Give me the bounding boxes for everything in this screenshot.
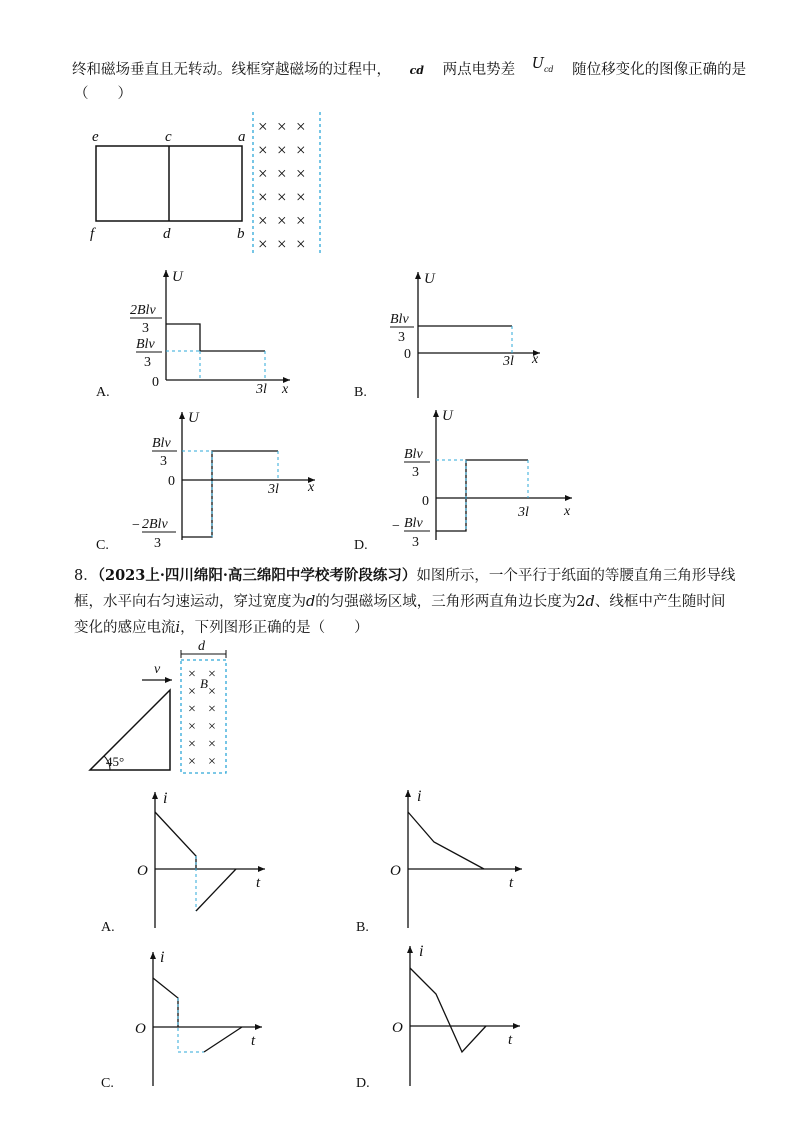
field-cross: × — [258, 117, 268, 136]
q7-option-d[interactable]: D. — [354, 538, 368, 553]
q7a-den-1: 3 — [142, 321, 149, 336]
field-cross: × — [208, 702, 216, 717]
q7-stem-text-3: 随位移变化的图像正确的是 — [572, 62, 747, 78]
q7c-origin: 0 — [168, 474, 175, 489]
q7b-tick-3l: 3l — [503, 354, 514, 369]
field-cross: × — [258, 164, 268, 183]
q7-option-c[interactable]: C. — [96, 538, 109, 553]
field-cross: × — [188, 702, 196, 717]
field-cross: × — [258, 187, 268, 207]
q8-number: 8． — [74, 568, 98, 584]
q7d-axis-x: x — [564, 504, 571, 519]
q7-label-c: c — [165, 129, 172, 145]
q8b-axis-t: t — [509, 875, 514, 891]
field-cross: × — [258, 211, 268, 230]
field-cross: × — [188, 719, 196, 735]
q8-B-label: B — [200, 676, 208, 691]
q8-velocity-label: v — [154, 662, 161, 677]
q7-U-label: U — [531, 56, 544, 72]
q7c-den-1: 3 — [160, 454, 167, 469]
q7b-axis-x: x — [532, 352, 539, 367]
q8c-axis-i: i — [160, 949, 165, 966]
field-cross: × — [277, 117, 287, 136]
q7a-axis-U: U — [172, 269, 183, 285]
field-cross: × — [296, 140, 306, 160]
q7a-den-2: 3 — [144, 355, 151, 370]
q8b-curve — [408, 812, 484, 869]
q8-stem-text-3b: ，下列图形正确的是（ ） — [180, 620, 369, 636]
q7-label-f: f — [90, 226, 95, 242]
q8-source: （2023上·四川绵阳·高三绵阳中学校考阶段练习） — [97, 567, 417, 584]
q7b-origin: 0 — [404, 347, 411, 362]
q7c-axis-U: U — [188, 410, 199, 426]
field-cross: × — [296, 211, 306, 230]
q7d-label-Blv-neg: Blv — [404, 516, 423, 531]
q7-label-d: d — [163, 226, 171, 242]
q7-stem-text-1: 终和磁场垂直且无转动。线框穿越磁场的过程中， — [72, 62, 391, 78]
q7d-label-Blv: Blv — [404, 447, 423, 462]
q7-label-e: e — [92, 129, 99, 145]
q7b-den: 3 — [398, 330, 405, 345]
q7d-minus: − — [392, 519, 400, 534]
q7b-label-Blv: Blv — [390, 312, 409, 327]
q7a-label-Blv: Blv — [136, 337, 155, 352]
q7d-tick-3l: 3l — [518, 505, 529, 520]
q8d-axis-i: i — [419, 943, 424, 960]
field-cross: × — [277, 187, 287, 207]
q8c-axis-t: t — [251, 1033, 256, 1049]
field-cross: × — [208, 737, 216, 752]
q8-graph-b — [390, 788, 522, 928]
q7a-label-2Blv: 2Blv — [130, 303, 156, 318]
q8a-axis-t: t — [256, 875, 261, 891]
field-cross: × — [258, 234, 268, 254]
q8-option-a[interactable]: A. — [101, 920, 115, 935]
q7d-den-1: 3 — [412, 465, 419, 480]
field-cross: × — [188, 667, 196, 682]
q8a-origin: O — [137, 863, 148, 879]
q8-option-d[interactable]: D. — [356, 1076, 370, 1091]
q7c-axis-x: x — [308, 480, 315, 495]
q8d-curve — [410, 968, 486, 1052]
field-cross: × — [188, 737, 196, 752]
q8-stem-text-2a: 框，水平向右匀速运动，穿过宽度为 — [74, 594, 306, 610]
q8-graph-c — [135, 949, 262, 1086]
q8-angle-label: 45° — [106, 754, 125, 769]
field-cross: × — [296, 234, 306, 254]
q7-cd-label: cd — [409, 64, 424, 77]
q7b-axis-U: U — [424, 271, 435, 287]
q8-stem-text-1: 如图所示，一个平行于纸面的等腰直角三角形导线 — [416, 568, 736, 584]
q7d-axis-U: U — [442, 408, 453, 424]
q7-U-sub: cd — [543, 65, 554, 74]
q7c-label-Blv: Blv — [152, 436, 171, 451]
q7-label-b: b — [237, 226, 245, 242]
q7c-minus: − — [132, 518, 140, 533]
q8b-axis-i: i — [417, 788, 422, 805]
q7c-den-2: 3 — [154, 536, 161, 551]
q8a-curve-pos — [155, 812, 196, 869]
q8-i: i — [175, 620, 181, 636]
q8d-axis-t: t — [508, 1032, 513, 1048]
field-cross: × — [208, 719, 216, 735]
q7-option-a[interactable]: A. — [96, 385, 110, 400]
q7-answer-bracket: （ ） — [74, 86, 132, 102]
field-cross: × — [258, 140, 268, 160]
q8c-origin: O — [135, 1021, 146, 1037]
q8-option-c[interactable]: C. — [101, 1076, 114, 1091]
field-cross: × — [296, 164, 306, 183]
q7a-origin: 0 — [152, 375, 159, 390]
field-cross: × — [296, 117, 306, 136]
q7d-origin: 0 — [422, 494, 429, 509]
field-cross: × — [208, 754, 216, 770]
field-cross: × — [277, 140, 287, 160]
q7a-axis-x: x — [282, 382, 289, 397]
q8-width-label: d — [198, 639, 205, 654]
q8-option-b[interactable]: B. — [356, 920, 369, 935]
q8-graph-d — [392, 943, 520, 1086]
q7d-den-2: 3 — [412, 535, 419, 550]
q8c-curve-pos — [153, 978, 178, 1027]
q8-graph-a — [137, 790, 265, 928]
q8-stem-text-2c: 、线框中产生随时间 — [594, 594, 726, 610]
field-cross: × — [208, 667, 216, 682]
q8a-axis-i: i — [163, 790, 168, 807]
q7c-label-2Blv: 2Blv — [142, 517, 168, 532]
field-cross: × — [188, 684, 196, 700]
q7-option-b[interactable]: B. — [354, 385, 367, 400]
field-cross: × — [277, 164, 287, 183]
q8-stem-text-3a: 变化的感应电流 — [74, 620, 176, 636]
q7-stem-text-2: 两点电势差 — [442, 62, 516, 78]
q7a-tick-3l: 3l — [256, 382, 267, 397]
field-cross: × — [208, 684, 216, 700]
q8d-origin: O — [392, 1020, 403, 1036]
field-cross: × — [188, 754, 196, 770]
q8c-curve-neg — [204, 1027, 242, 1052]
field-cross: × — [277, 211, 287, 230]
q8b-origin: O — [390, 863, 401, 879]
q8-d-2: d — [585, 594, 595, 610]
field-cross: × — [296, 187, 306, 207]
q8-d-1: d — [306, 594, 316, 610]
q7c-tick-3l: 3l — [268, 482, 279, 497]
field-cross: × — [277, 234, 287, 254]
q8a-curve-neg — [196, 869, 236, 911]
q8-stem-text-2b: 的匀强磁场区域，三角形两直角边长度为2 — [315, 594, 586, 610]
q7-label-a: a — [238, 129, 246, 145]
